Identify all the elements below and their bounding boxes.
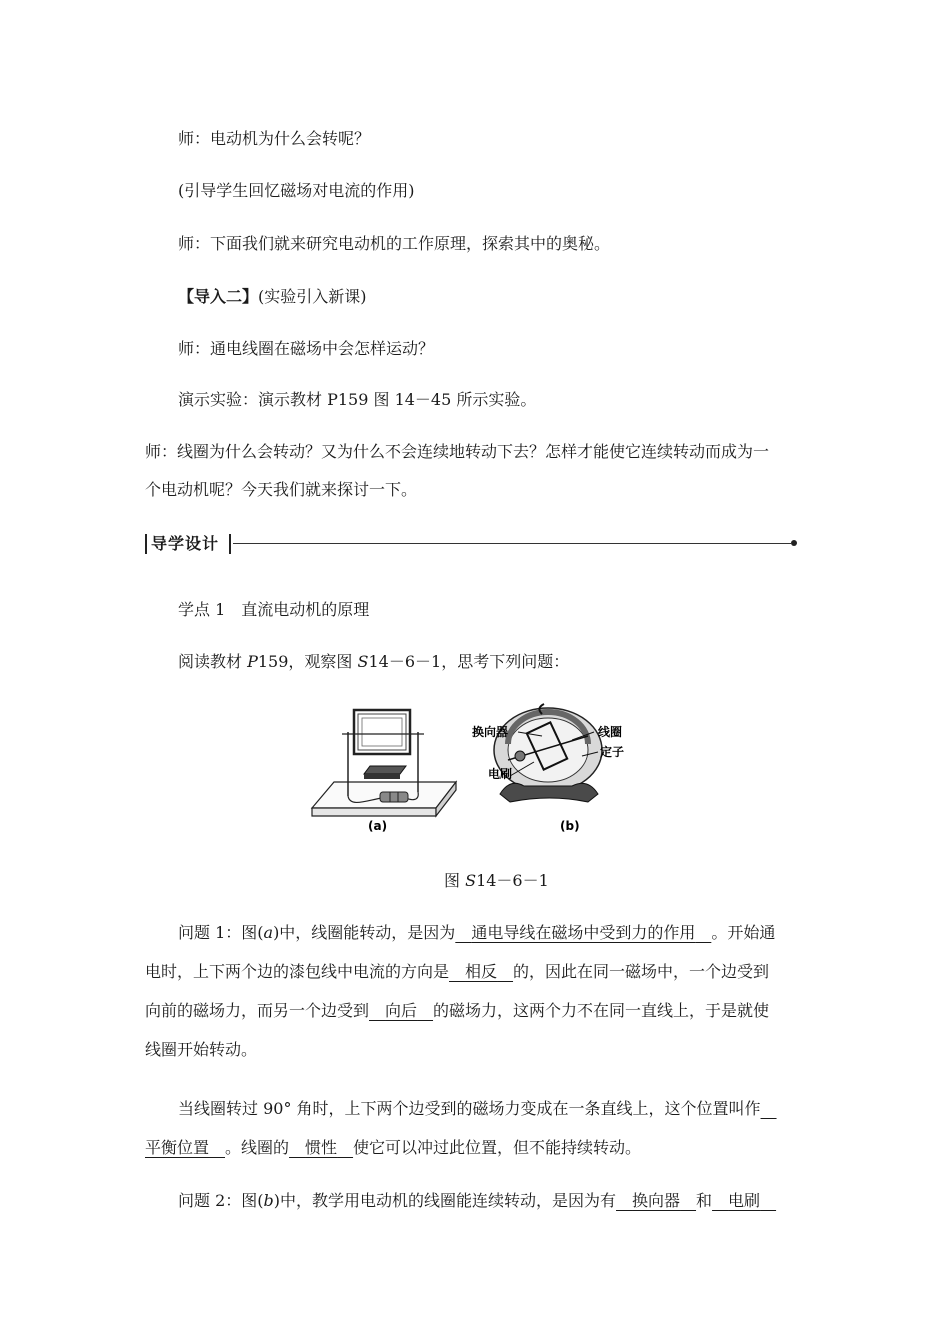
question1-line2 [145,961,769,983]
answer-2: 相反 [465,962,498,981]
answer-3: 向后 [385,1001,418,1020]
q2-mid: )中，教学用电动机的线圈能连续转动，是因为有 [273,1191,617,1210]
teacher-question-1: 师：电动机为什么会转呢？ [178,129,371,148]
section-tick-left [145,534,147,554]
rotation-line2 [145,1137,641,1159]
q1-l2-post: 的，因此在同一磁场中，一个边受到 [513,962,770,981]
answer-1: 通电导线在磁场中受到力的作用 [471,923,696,942]
q1-a: a [263,923,274,942]
q2-and: 和 [696,1191,713,1210]
rotation-mid: 。线圈的 [225,1138,290,1157]
learning-point-title: 学点 1 直流电动机的原理 [178,600,370,619]
answer-blank-4 [145,1138,225,1157]
answer-6: 换向器 [632,1191,681,1210]
q1-l2-pre: 电时，上下两个边的漆包线中电流的方向是 [145,962,450,981]
rotation-line1 [178,1098,777,1120]
read-mid: 159，观察图 [257,652,358,671]
section-title: 导学设计 [151,534,220,553]
read-s: S [357,652,369,671]
answer-blank-5 [289,1138,353,1157]
label-stator: 定子 [600,745,625,759]
section-header [145,532,797,556]
caption-a: (a) [368,819,388,833]
intro-two-text: (实验引入新课) [258,287,367,306]
question1-line4: 线圈开始转动。 [145,1040,258,1059]
reading-instruction [178,651,569,673]
answer-4: 平衡位置 [145,1138,210,1157]
q1-pre: 问题 1：图( [178,923,264,942]
read-pre: 阅读教材 [178,652,248,671]
figure-caption-s: S [465,871,477,890]
teacher-question-3-line2: 个电动机呢？今天我们就来探讨一下。 [145,480,418,499]
rotation-text: 当线圈转过 90° 角时，上下两个边受到的磁场力变成在一条直线上，这个位置叫作 [178,1099,761,1118]
label-commutator: 换向器 [472,725,509,739]
section-rule [233,543,791,544]
q1-mid: )中，线圈能转动，是因为 [273,923,456,942]
question1-line1 [178,922,775,944]
q1-post: 。开始通 [711,923,776,942]
q1-l3-pre: 向前的磁场力，而另一个边受到 [145,1001,370,1020]
intro-two-heading [178,286,367,308]
section-dot [791,540,797,546]
motor-figure [310,696,630,836]
figure-caption-post: 14－6－1 [476,871,549,890]
demo-experiment: 演示实验：演示教材 P159 图 14－45 所示实验。 [178,390,537,409]
label-brush: 电刷 [488,767,513,781]
caption-b: (b) [560,819,580,833]
answer-blank-3 [369,1001,433,1020]
answer-blank-1 [455,923,711,942]
board-front [312,808,436,816]
guide-note: (引导学生回忆磁场对电流的作用) [178,181,415,200]
rotation-blank-lead [761,1099,777,1118]
teacher-statement: 师：下面我们就来研究电动机的工作原理，探索其中的奥秘。 [178,234,611,253]
answer-5: 惯性 [305,1138,338,1157]
intro-two-label: 【导入二】 [178,287,259,306]
answer-blank-6 [616,1191,696,1210]
teacher-question-2: 师：通电线圈在磁场中会怎样运动？ [178,339,435,358]
figure-caption [444,870,549,892]
answer-7: 电刷 [728,1191,761,1210]
section-tick-right [229,534,231,554]
motor-illustration [310,696,630,836]
answer-blank-2 [449,962,513,981]
teacher-question-3-line1: 师：线圈为什么会转动？又为什么不会连续地转动下去？怎样才能使它连续转动而成为一 [145,442,770,461]
read-post: 14－6－1，思考下列问题： [368,652,570,671]
q2-b: b [263,1191,274,1210]
read-p: P [247,652,258,671]
q2-pre: 问题 2：图( [178,1191,264,1210]
q1-l3-post: 的磁场力，这两个力不在同一直线上，于是就使 [433,1001,770,1020]
answer-blank-7 [712,1191,776,1210]
question2-line1 [178,1190,776,1212]
label-coil: 线圈 [598,725,623,739]
figure-caption-pre: 图 [444,871,466,890]
rotation-post: 使它可以冲过此位置，但不能持续转动。 [353,1138,642,1157]
question1-line3 [145,1000,769,1022]
